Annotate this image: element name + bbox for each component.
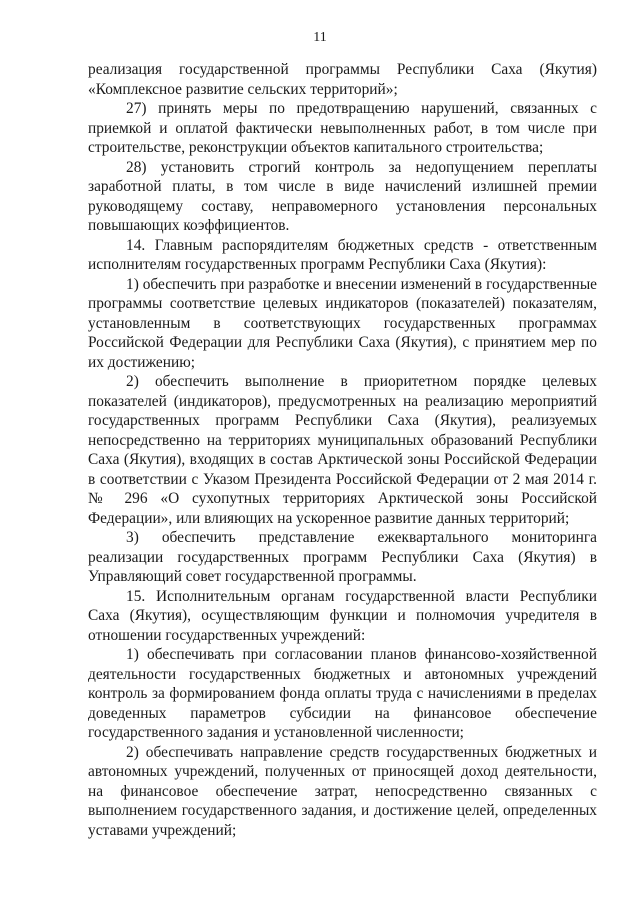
paragraph-15-item-1: 1) обеспечивать при согласовании планов финансово-хозяйственной деятельности государственных бюджетных и автономных учреждений контроль за формированием фонда оплаты труда с начислениями в пределах доведенных параметров субсидии на финансовое обеспечение государственного задания и установленной численности; [88,646,597,741]
paragraph-section-14: 14. Главным распорядителям бюджетных средств - ответственным исполнителям государственных программ Республики Саха (Якутия): [88,236,597,273]
paragraph-program-continuation: реализация государственной программы Республики Саха (Якутия) «Комплексное развитие сельских территорий»; [88,61,597,98]
document-body [88,60,597,840]
paragraph-14-item-1: 1) обеспечить при разработке и внесении изменений в государственные программы соответствие целевых индикаторов (показателей) показателям, установленным в соответствующих государственных программах Российской Федерации для Республики Саха (Якутия), с принятием мер по их достижению; [88,275,597,371]
page-number: 11 [313,30,327,45]
paragraph-14-item-3: 3) обеспечить представление ежеквартального мониторинга реализации государственных программ Республики Саха (Якутия) в Управляющий совет государственной программы. [88,529,597,585]
paragraph-15-item-2: 2) обеспечивать направление средств государственных бюджетных и автономных учреждений, полученных от приносящей доход деятельности, на финансовое обеспечение затрат, непосредственно связанных с выполнением государственного задания, и достижение целей, определенных уставами учреждений; [88,743,597,839]
paragraph-section-15: 15. Исполнительным органам государственной власти Республики Саха (Якутия), осуществляющим функции и полномочия учредителя в отношении государственных учреждений: [88,587,597,644]
paragraph-item-27: 27) принять меры по предотвращению нарушений, связанных с приемкой и оплатой фактически невыполненных работ, в том числе при строительстве, реконструкции объектов капитального строительства; [88,100,597,156]
paragraph-item-28: 28) установить строгий контроль за недопущением переплаты заработной платы, в том числе в виде начислений излишней премии руководящему составу, неправомерного установления персональных повышающих коэффициентов. [88,158,597,234]
paragraph-14-item-2: 2) обеспечить выполнение в приоритетном порядке целевых показателей (индикаторов), предусмотренных на реализацию мероприятий государственных программ Республики Саха (Якутия), реализуемых непосредственно на территориях муниципальных образований Республики Саха (Якутия), входящих в состав Арктической зоны Российской Федерации в соответствии с Указом Президента Российской Федерации от 2 мая 2014 г. № 296 «О сухопутных территориях Арктической зоны Российской Федерации», или влияющих на ускоренное развитие данных территорий; [88,373,597,527]
